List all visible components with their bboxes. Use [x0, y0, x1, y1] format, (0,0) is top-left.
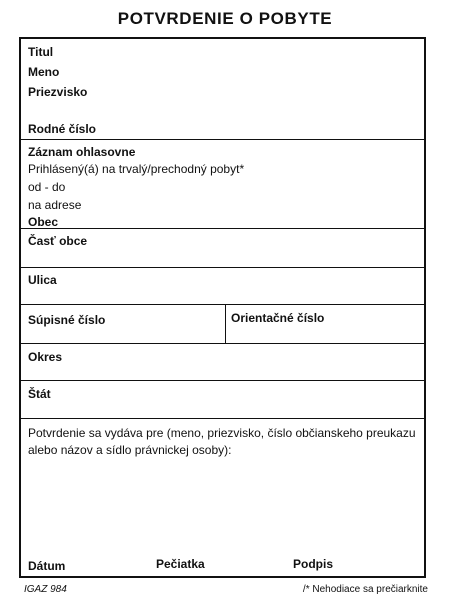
orientacne-cislo-label: Orientačné číslo	[231, 311, 325, 325]
obec-label: Obec	[28, 215, 59, 229]
podpis-label: Podpis	[293, 557, 334, 571]
okres-section	[21, 344, 424, 381]
column-divider	[225, 305, 226, 343]
form-box	[19, 37, 426, 578]
stat-label: Štát	[28, 387, 51, 401]
form-title: POTVRDENIE O POBYTE	[117, 9, 333, 28]
okres-label: Okres	[28, 350, 63, 364]
footnote: /* Nehodiace sa prečiarknite	[302, 584, 428, 595]
datum-label: Dátum	[28, 559, 66, 573]
priezvisko-label: Priezvisko	[28, 85, 88, 99]
house-number-section	[21, 305, 424, 344]
cast-obce-section	[21, 229, 424, 268]
cast-obce-label: Časť obce	[28, 234, 88, 248]
supisne-cislo-label: Súpisné číslo	[28, 313, 106, 327]
residence-type-line: Prihlásený(á) na trvalý/prechodný pobyt*	[28, 162, 245, 176]
rodne-cislo-label: Rodné číslo	[28, 122, 97, 136]
purpose-text: Potvrdenie sa vydáva pre (meno, priezvisko, číslo občianskeho preukazu alebo názov a sídlo právnickej osoby):	[28, 426, 416, 457]
ulica-label: Ulica	[28, 273, 57, 287]
ulica-section	[21, 268, 424, 305]
meno-label: Meno	[28, 65, 60, 79]
registration-heading: Záznam ohlasovne	[28, 145, 136, 159]
titul-label: Titul	[28, 45, 54, 59]
personal-section	[21, 39, 424, 140]
purpose-section	[21, 419, 424, 576]
stat-section	[21, 381, 424, 419]
registration-section	[21, 140, 424, 229]
od-do-label: od - do	[28, 180, 66, 194]
peciatka-label: Pečiatka	[156, 557, 205, 571]
form-code: IGAZ 984	[24, 584, 67, 595]
na-adrese-label: na adrese	[28, 198, 82, 212]
